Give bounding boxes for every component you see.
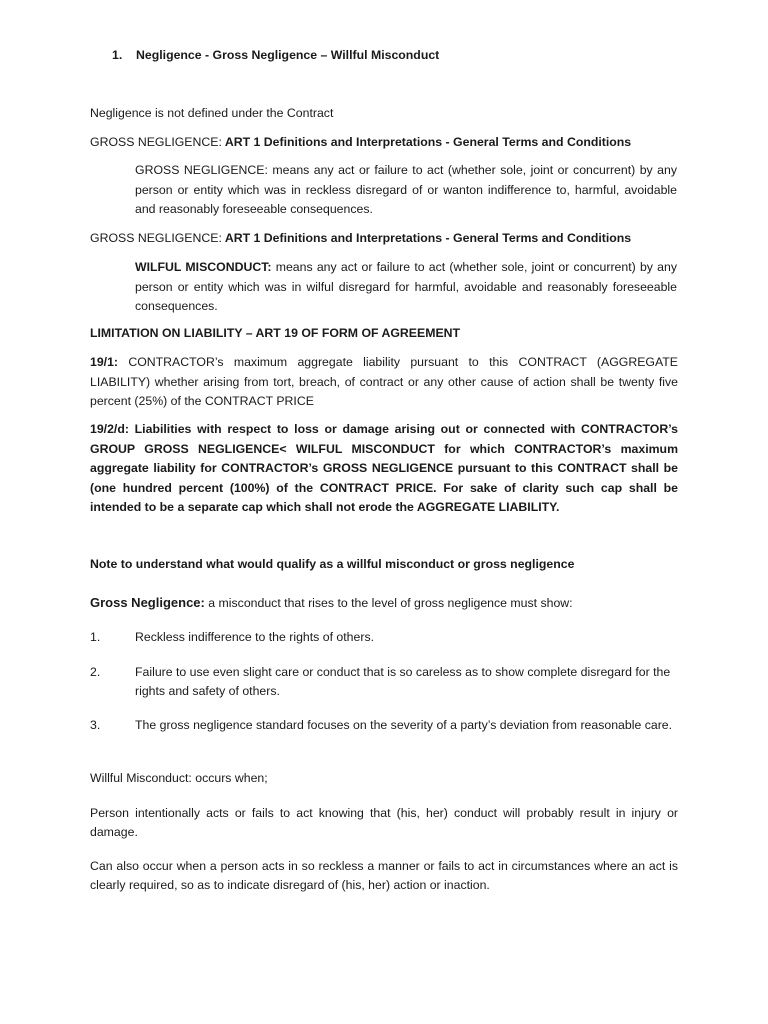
gross-negligence-intro <box>90 593 573 613</box>
def2-term: WILFUL MISCONDUCT: <box>135 260 272 274</box>
willful-misconduct-paragraph-2: Can also occur when a person acts in so reckless a manner or fails to act in circumstances where an act is clearly required, so as to indicate disregard of (his, her) action or inaction. <box>90 859 678 892</box>
def1-body: means any act or failure to act (whether sole, joint or concurrent) by any person or entity which was in reckless disregard of or wanton indifference to, harmful, avoidable and reasonably foreseeable consequences. <box>135 163 677 216</box>
list-item: Reckless indifference to the rights of others. <box>135 630 375 644</box>
list-item: The gross negligence standard focuses on the severity of a party’s deviation from reasonable care. <box>135 718 673 732</box>
list-item-number: 2. <box>90 665 101 679</box>
section-number: 1. <box>112 48 123 62</box>
clause-19-1 <box>90 353 678 412</box>
clause-19-2-d <box>90 420 678 518</box>
def1-ref-rest: ART 1 Definitions and Interpretations - General Terms and Conditions <box>221 135 632 149</box>
clause-19-1-label: 19/1: <box>90 355 119 369</box>
def2-body: means any act or failure to act (whether sole, joint or concurrent) by any person or entity which was in wilful disregard for harmful, avoidable and reasonably foreseeable consequences. <box>135 260 677 313</box>
gross-negligence-label: Gross Negligence: <box>90 595 205 610</box>
clause-19-2-d-body: Liabilities with respect to loss or damage arising out or connected with CONTRACTOR’s GROUP GROSS NEGLIGENCE< WILFUL MISCONDUCT for which CONTRACTOR’s maximum aggregate liability for CONTRACTOR’s GROSS NEGLIGENCE pursuant to this CONTRACT shall be (one hundred percent (100%) of the CONTRACT PRICE. For sake of clarity such cap shall be intended to be a separate cap which shall not erode the AGGREGATE LIABILITY. <box>90 422 678 514</box>
clause-19-2-d-label: 19/2/d: <box>90 422 129 436</box>
intro-text: Negligence is not defined under the Contract <box>90 106 334 120</box>
def2-ref-rest: ART 1 Definitions and Interpretations - General Terms and Conditions <box>221 231 632 245</box>
def1-paragraph <box>135 161 677 220</box>
willful-misconduct-paragraph-1: Person intentionally acts or fails to act knowing that (his, her) conduct will probably result in injury or damage. <box>90 806 678 839</box>
gross-negligence-text: a misconduct that rises to the level of gross negligence must show: <box>204 596 573 610</box>
def2-paragraph <box>135 258 677 317</box>
def2-reference <box>90 229 631 248</box>
clause-19-1-body: CONTRACTOR’s maximum aggregate liability pursuant to this CONTRACT (AGGREGATE LIABILITY) whether arising from tort, breach, of contract or any other cause of action shall be twenty five percent (25%) of the CONTRACT PRICE <box>90 355 678 408</box>
willful-misconduct-heading: Willful Misconduct: occurs when; <box>90 771 268 785</box>
limitation-heading: LIMITATION ON LIABILITY – ART 19 OF FORM OF AGREEMENT <box>90 326 461 340</box>
list-item-number: 1. <box>90 630 101 644</box>
list-item: Failure to use even slight care or conduct that is so careless as to show complete disregard for the rights and safety of others. <box>135 665 671 698</box>
def2-ref-term: GROSS NEGLIGENCE: <box>90 231 222 245</box>
note-heading: Note to understand what would qualify as a willful misconduct or gross negligence <box>90 557 575 571</box>
def1-term: GROSS NEGLIGENCE: <box>135 163 268 177</box>
section-heading: Negligence - Gross Negligence – Willful Misconduct <box>136 48 440 62</box>
def1-ref-term: GROSS NEGLIGENCE: <box>90 135 222 149</box>
list-item-number: 3. <box>90 718 101 732</box>
def1-reference <box>90 133 631 152</box>
